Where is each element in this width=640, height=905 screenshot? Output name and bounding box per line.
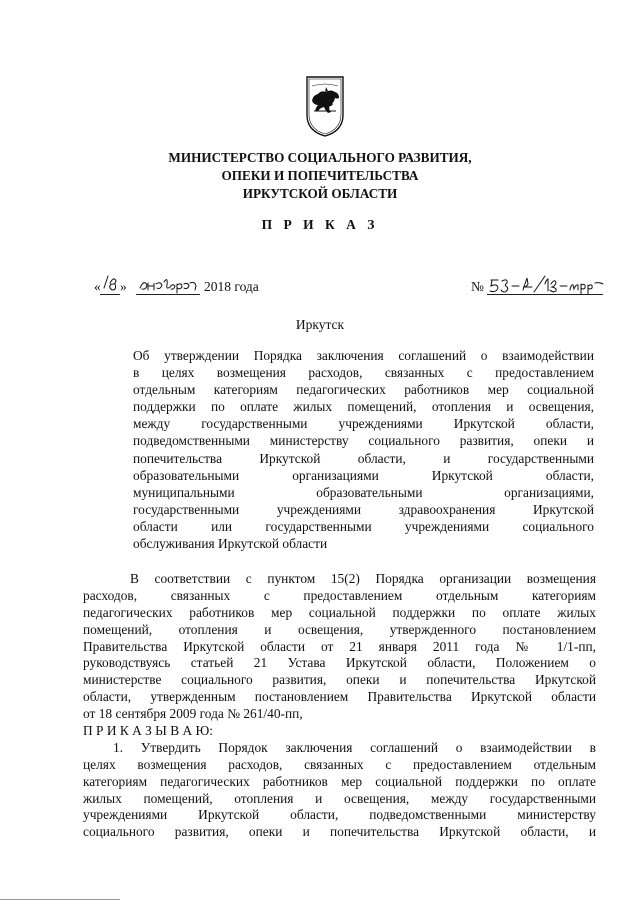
- body-line: министерстве социального развития, опеки и попечительства Иркутской: [83, 672, 596, 688]
- body-line: 1. Утвердить Порядок заключения соглашений о взаимодействии в: [113, 739, 596, 755]
- city-name: Иркутск: [295, 317, 345, 332]
- body-line: учреждениями Иркутской области, подведомственными министерству: [83, 807, 596, 823]
- body-line: педагогических работников мер социальной поддержки по оплате жилых: [83, 604, 596, 620]
- subject-line: отдельным категориям педагогических работников мер социальной: [133, 382, 594, 398]
- body-line: социального развития, опеки и попечительства Иркутской области, и: [83, 824, 596, 840]
- subject-line: Об утверждении Порядка заключения соглашений о взаимодействии: [133, 348, 594, 363]
- order-number: [471, 278, 621, 300]
- subject-line: обслуживания Иркутской области: [133, 536, 328, 552]
- subject-line: образовательными организациями Иркутской области,: [133, 467, 594, 483]
- date-year: 2018 года: [204, 279, 259, 294]
- subject-line: муниципальными образовательными организациями,: [133, 484, 594, 500]
- order-subject: [133, 347, 594, 552]
- subject-line: подведомственными министерству социального развития, опеки и: [133, 433, 594, 449]
- handwritten-day: [101, 273, 121, 295]
- number-sign: №: [471, 279, 484, 294]
- ministry-name-line-1: МИНИСТЕРСТВО СОЦИАЛЬНОГО РАЗВИТИЯ,: [168, 150, 472, 165]
- body-line: Правительства Иркутской области от 21 января 2011 года № 1/1-пп,: [83, 638, 596, 654]
- prikazyvayu-line: П Р И К А З Ы В А Ю:: [83, 723, 213, 739]
- ministry-name-line-2: ОПЕКИ И ПОПЕЧИТЕЛЬСТВА: [221, 168, 419, 183]
- subject-line: в целях возмещения расходов, связанных с предоставлением: [133, 365, 594, 381]
- body-line: жилых помещений, отопления и освещения, между государственными: [83, 790, 596, 806]
- subject-line: поддержки по оплате жилых помещений, отопления и освещения,: [133, 399, 594, 415]
- subject-line: области или государственными учреждениями социального: [133, 518, 594, 534]
- ministry-name-line-3: ИРКУТСКОЙ ОБЛАСТИ: [242, 186, 398, 201]
- subject-line: между государственными учреждениями Иркутской области,: [133, 416, 594, 432]
- body-line: руководствуясь статьей 21 Устава Иркутской области, Положением о: [83, 655, 596, 671]
- order-body: [83, 571, 596, 841]
- body-line: области, утвержденным постановлением Правительства Иркутской области: [83, 689, 596, 705]
- subject-line: попечительства Иркутской области, и государственными: [133, 450, 594, 466]
- body-line: от 18 сентября 2009 года № 261/40-пп,: [83, 706, 303, 722]
- date-open-quote: «: [94, 279, 101, 294]
- coat-of-arms-emblem: [304, 71, 346, 138]
- body-line: В соответствии с пунктом 15(2) Порядка организации возмещения: [130, 571, 596, 586]
- document-type-title: П Р И К А З: [261, 217, 379, 232]
- page-footer-rule: [0, 899, 120, 900]
- date-close-quote: »: [120, 279, 127, 294]
- body-line: помещений, отопления и освещения, утвержденного постановлением: [83, 621, 596, 637]
- subject-line: государственными учреждениями здравоохранения Иркутской: [133, 501, 594, 517]
- body-line: целях возмещения расходов, связанных с предоставлением отдельным: [83, 756, 596, 772]
- body-line: категориям педагогических работников мер социальной поддержки по оплате: [83, 773, 596, 789]
- body-line: расходов, связанных с предоставлением отдельным категориям: [83, 587, 596, 603]
